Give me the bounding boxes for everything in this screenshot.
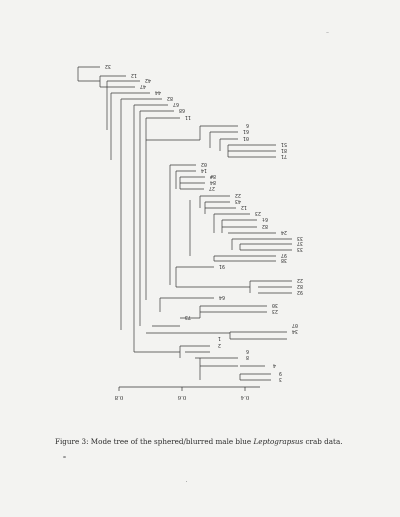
leaf-label: 82	[261, 223, 268, 230]
leaf-label: 43	[234, 198, 241, 205]
leaf-label: 64	[218, 294, 225, 301]
leaf-label: 6	[245, 122, 249, 129]
caption-suffix: crab data.	[303, 437, 343, 446]
caption-text: Figure 3: Mode tree of the sphered/blurred male blue	[55, 437, 254, 446]
dendrogram-leaf-labels	[105, 63, 303, 382]
leaf-label: 6t	[261, 216, 268, 223]
leaf-label: 24	[280, 229, 287, 236]
leaf-label: 22	[296, 277, 303, 284]
leaf-label: 9	[278, 370, 282, 377]
leaf-label: 6	[245, 348, 249, 355]
leaf-label: 73	[184, 314, 191, 321]
leaf-label: 23	[271, 308, 278, 315]
leaf-label: 4	[272, 362, 276, 369]
leaf-label: 23	[254, 210, 261, 217]
caption-genus: Leptograpsus	[253, 437, 304, 446]
leaf-label: 8#	[209, 173, 216, 180]
leaf-label: 33	[296, 246, 303, 253]
leaf-label: 71	[280, 153, 287, 160]
scale-axis	[114, 387, 260, 400]
leaf-label: 47	[139, 83, 146, 90]
leaf-label: 07	[291, 322, 298, 329]
scan-speck	[186, 481, 187, 482]
leaf-label: 51	[280, 141, 287, 148]
leaf-label: 44	[154, 89, 161, 96]
leaf-label: 82	[296, 283, 303, 290]
leaf-label: 91	[218, 263, 225, 270]
scan-speck	[326, 32, 329, 33]
leaf-label: 30	[271, 302, 278, 309]
leaf-label: 27	[208, 185, 215, 192]
leaf-label: 11	[184, 114, 191, 121]
leaf-label: 3	[278, 376, 282, 383]
leaf-label: 2	[217, 342, 221, 349]
leaf-label: 32	[104, 63, 111, 70]
figure-caption	[55, 437, 385, 446]
leaf-label: 14	[200, 167, 207, 174]
leaf-label: 92	[296, 289, 303, 296]
axis-tick-label: 0.6	[177, 394, 187, 400]
leaf-label: 67	[172, 101, 179, 108]
axis-tick-label: 0.8	[114, 394, 124, 400]
leaf-label: 82	[166, 95, 173, 102]
leaf-label: 34	[291, 328, 298, 335]
leaf-label: 8	[245, 354, 249, 361]
leaf-label: 22	[234, 192, 241, 199]
scan-speck	[63, 456, 66, 458]
leaf-label: 12	[130, 72, 137, 79]
leaf-label: 42	[144, 77, 151, 84]
leaf-label: 12	[240, 204, 247, 211]
axis-tick-label: 0.4	[240, 394, 250, 400]
leaf-label: 01	[242, 135, 249, 142]
leaf-label: 37	[296, 240, 303, 247]
leaf-label: 33	[296, 235, 303, 242]
leaf-label: 1	[217, 335, 221, 342]
leaf-label: 81	[280, 147, 287, 154]
leaf-label: 68	[178, 107, 185, 114]
leaf-label: 38	[280, 257, 287, 264]
leaf-label: 84	[209, 179, 216, 186]
leaf-label: 97	[280, 252, 287, 259]
leaf-label: 02	[200, 161, 207, 168]
leaf-label: 61	[242, 128, 249, 135]
